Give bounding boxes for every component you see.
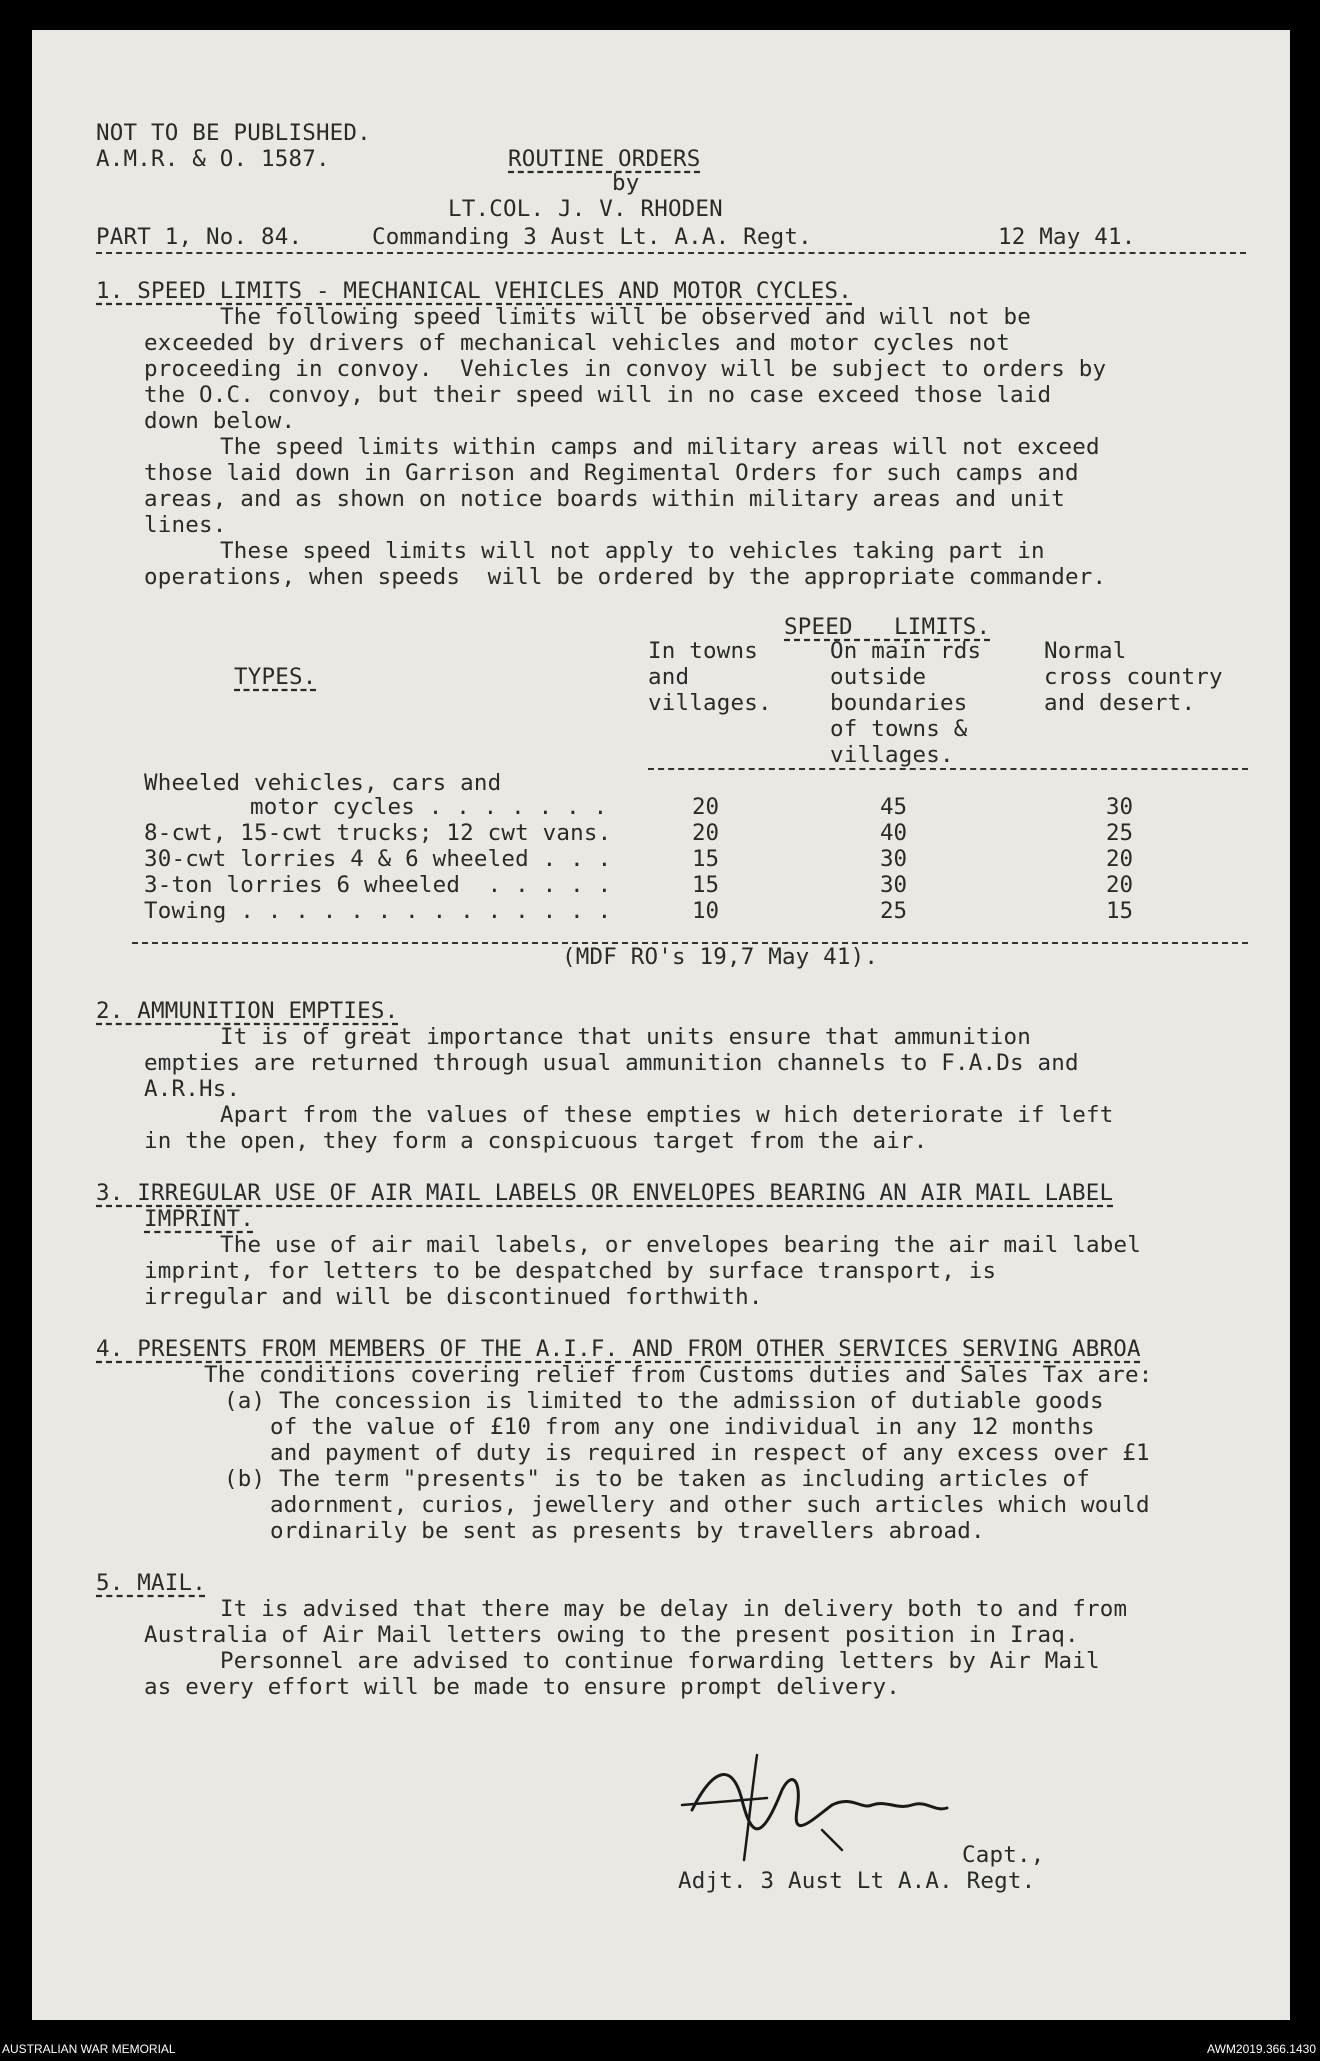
table-row-label: 30-cwt lorries 4 & 6 wheeled . . . (144, 846, 612, 872)
section-2-line: A.R.Hs. (144, 1076, 241, 1102)
section-5-line: Personnel are advised to continue forwarding letters by Air Mail (220, 1648, 1100, 1674)
signatory-appointment: Adjt. 3 Aust Lt A.A. Regt. (678, 1868, 1036, 1894)
footer-accession-number: AWM2019.366.1430 (1207, 2042, 1316, 2056)
section-3-line: irregular and will be discontinued forthwith. (144, 1284, 763, 1310)
col-cross-country-header: cross country (1044, 664, 1223, 690)
table-cell: 15 (692, 872, 720, 898)
section-1-line: the O.C. convoy, but their speed will in no case exceed those laid (144, 382, 1052, 408)
col-cross-country-header: Normal (1044, 638, 1127, 664)
section-4-line: ordinarily be sent as presents by travellers abroad. (270, 1518, 985, 1544)
document-title: ROUTINE ORDERS (508, 146, 701, 172)
table-cell: 30 (1106, 794, 1134, 820)
section-1-line: exceeded by drivers of mechanical vehicles and motor cycles not (144, 330, 1011, 356)
table-row-label: 3-ton lorries 6 wheeled . . . . . (144, 872, 612, 898)
table-row-label: 8-cwt, 15-cwt trucks; 12 cwt vans. (144, 820, 612, 846)
section-1-line: those laid down in Garrison and Regimental Orders for such camps and (144, 460, 1079, 486)
table-cell: 20 (692, 794, 720, 820)
section-2-line: empties are returned through usual ammunition channels to F.A.Ds and (144, 1050, 1079, 1076)
section-5-line: Australia of Air Mail letters owing to the present position in Iraq. (144, 1622, 1079, 1648)
section-1-line: operations, when speeds will be ordered by the appropriate commander. (144, 564, 1107, 590)
commanding-unit: Commanding 3 Aust Lt. A.A. Regt. (372, 224, 812, 250)
section-3-heading: 3. IRREGULAR USE OF AIR MAIL LABELS OR ENVELOPES BEARING AN AIR MAIL LABEL (96, 1180, 1114, 1206)
section-1-line: down below. (144, 408, 296, 434)
section-2-line: It is of great importance that units ensure that ammunition (220, 1024, 1032, 1050)
table-row-label: Towing . . . . . . . . . . . . . . (144, 898, 612, 924)
table-cell: 20 (1106, 846, 1134, 872)
col-main-roads-header: villages. (830, 742, 954, 768)
section-1-line: proceeding in convoy. Vehicles in convoy will be subject to orders by (144, 356, 1107, 382)
table-cell: 40 (880, 820, 908, 846)
commander-name: LT.COL. J. V. RHODEN (448, 196, 723, 222)
section-2-line: Apart from the values of these empties w hich deteriorate if left (220, 1102, 1114, 1128)
col-main-roads-header: On main rds (830, 638, 982, 664)
signatory-rank: Capt., (962, 1842, 1045, 1868)
table-cell: 20 (692, 820, 720, 846)
col-cross-country-header: and desert. (1044, 690, 1196, 716)
table-header-rule (648, 768, 1248, 770)
section-3-line: imprint, for letters to be despatched by surface transport, is (144, 1258, 997, 1284)
section-4-line: of the value of £10 from any one individual in any 12 months (270, 1414, 1095, 1440)
section-4-line: and payment of duty is required in respect of any excess over £1 (270, 1440, 1150, 1466)
section-4-line: (b) The term "presents" is to be taken as including articles of (224, 1466, 1091, 1492)
table-cell: 45 (880, 794, 908, 820)
table-cell: 30 (880, 846, 908, 872)
table-row-label: motor cycles . . . . . . . (250, 794, 608, 820)
header-rule (96, 252, 1246, 254)
col-main-roads-header: outside (830, 664, 927, 690)
section-5-line: as every effort will be made to ensure prompt delivery. (144, 1674, 901, 1700)
section-3-line: The use of air mail labels, or envelopes bearing the air mail label (220, 1232, 1141, 1258)
section-5-heading: 5. MAIL. (96, 1570, 206, 1596)
section-1-line: lines. (144, 512, 227, 538)
section-3-heading: IMPRINT. (144, 1206, 254, 1232)
table-row-label: Wheeled vehicles, cars and (144, 770, 502, 796)
part-number: PART 1, No. 84. (96, 224, 303, 250)
section-1-line: These speed limits will not apply to vehicles taking part in (220, 538, 1045, 564)
col-main-roads-header: boundaries (830, 690, 968, 716)
section-1-heading: 1. SPEED LIMITS - MECHANICAL VEHICLES AND MOTOR CYCLES. (96, 278, 853, 304)
types-header: TYPES. (234, 664, 317, 690)
by-label: by (612, 170, 640, 196)
col-main-roads-header: of towns & (830, 716, 968, 742)
section-4-heading: 4. PRESENTS FROM MEMBERS OF THE A.I.F. AND FROM OTHER SERVICES SERVING ABROA (96, 1336, 1141, 1362)
order-date: 12 May 41. (998, 224, 1136, 250)
section-2-heading: 2. AMMUNITION EMPTIES. (96, 998, 399, 1024)
section-4-line: (a) The concession is limited to the admission of dutiable goods (224, 1388, 1104, 1414)
section-1-line: The following speed limits will be observed and will not be (220, 304, 1032, 330)
document-page (32, 30, 1290, 2020)
table-cell: 10 (692, 898, 720, 924)
table-cell: 15 (692, 846, 720, 872)
col-towns-header: villages. (648, 690, 772, 716)
section-2-line: in the open, they form a conspicuous target from the air. (144, 1128, 928, 1154)
table-cell: 25 (880, 898, 908, 924)
section-4-line: The conditions covering relief from Customs duties and Sales Tax are: (204, 1362, 1153, 1388)
table-cell: 25 (1106, 820, 1134, 846)
col-towns-header: and (648, 664, 690, 690)
section-1-line: areas, and as shown on notice boards within military areas and unit (144, 486, 1065, 512)
not-published-line: NOT TO BE PUBLISHED. (96, 120, 371, 146)
speed-limits-title: SPEED LIMITS. (784, 614, 991, 640)
col-towns-header: In towns (648, 638, 758, 664)
table-cell: 15 (1106, 898, 1134, 924)
table-reference: (MDF RO's 19,7 May 41). (562, 944, 879, 970)
amr-reference: A.M.R. & O. 1587. (96, 146, 330, 172)
section-5-line: It is advised that there may be delay in delivery both to and from (220, 1596, 1128, 1622)
table-cell: 20 (1106, 872, 1134, 898)
table-cell: 30 (880, 872, 908, 898)
section-4-line: adornment, curios, jewellery and other such articles which would (270, 1492, 1150, 1518)
handwritten-signature (672, 1750, 1002, 1870)
section-1-line: The speed limits within camps and military areas will not exceed (220, 434, 1100, 460)
footer-institution: AUSTRALIAN WAR MEMORIAL (2, 2042, 176, 2056)
